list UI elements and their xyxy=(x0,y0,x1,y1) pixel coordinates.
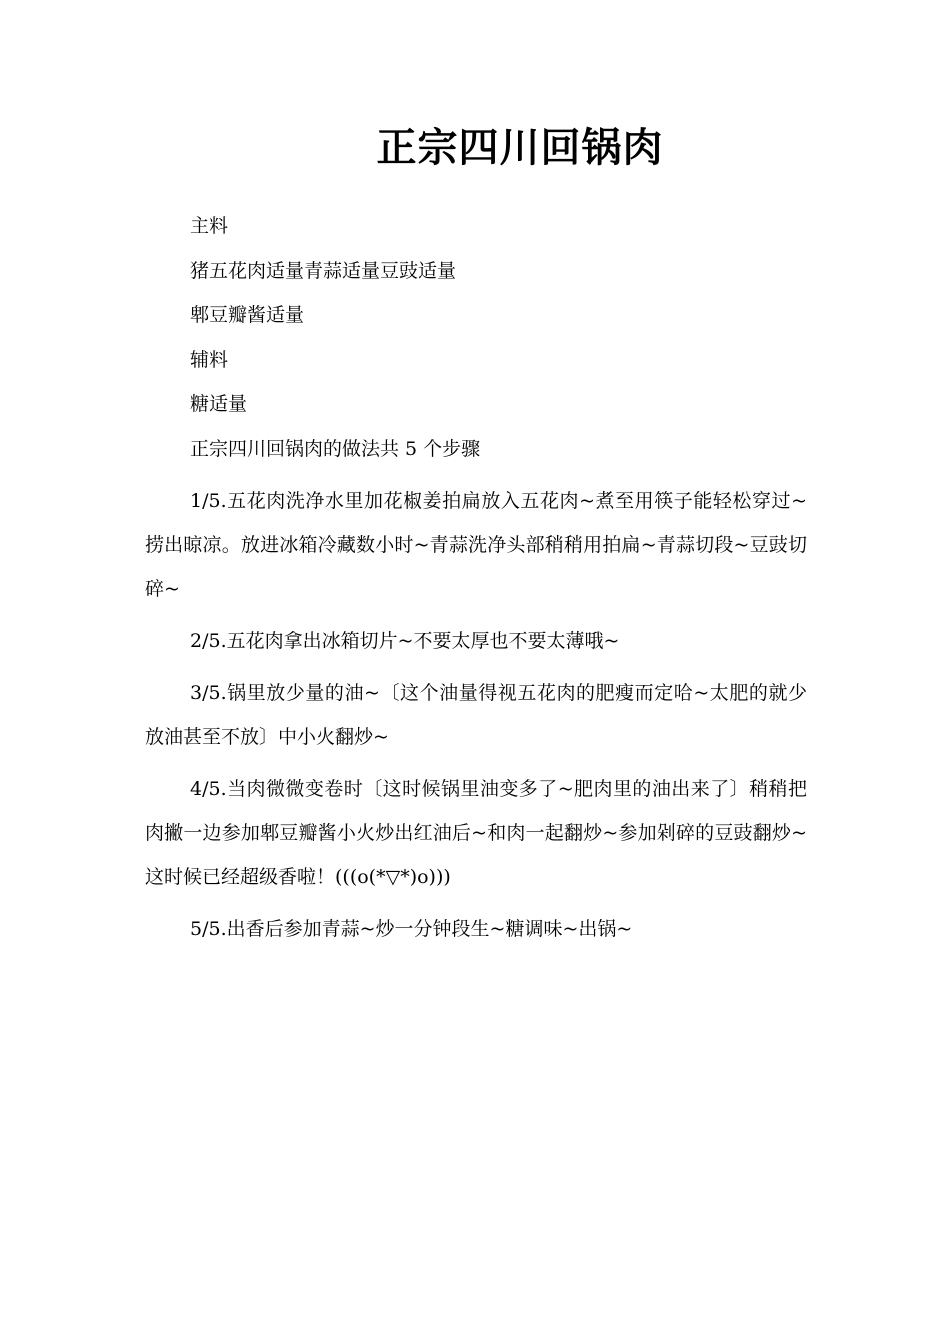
recipe-step-4: 4/5.当肉微微变卷时〔这时候锅里油变多了~肥肉里的油出来了〕稍稍把肉撇一边参加郫豆瓣酱小火炒出红油后~和肉一起翻炒~参加剁碎的豆豉翻炒~这时候已经超级香啦！(((o(*▽*)o))) xyxy=(145,778,807,888)
recipe-step-5: 5/5.出香后参加青蒜~炒一分钟段生~糖调味~出锅~ xyxy=(190,918,633,940)
recipe-step-2: 2/5.五花肉拿出冰箱切片~不要太厚也不要太薄哦~ xyxy=(190,630,620,652)
auxiliary-ingredients-line: 糖适量 xyxy=(190,393,248,415)
recipe-step-3: 3/5.锅里放少量的油~〔这个油量得视五花肉的肥瘦而定哈~太肥的就少放油甚至不放〕中小火翻炒~ xyxy=(145,682,807,748)
section-heading-main-ingredients: 主料 xyxy=(190,215,229,237)
recipe-step-1: 1/5.五花肉洗净水里加花椒姜拍扁放入五花肉~煮至用筷子能轻松穿过~捞出晾凉。放进冰箱冷藏数小时~青蒜洗净头部稍稍用拍扁~青蒜切段~豆豉切碎~ xyxy=(145,490,807,600)
main-ingredients-line-1: 猪五花肉适量青蒜适量豆豉适量 xyxy=(190,259,457,282)
steps-summary: 正宗四川回锅肉的做法共 5 个步骤 xyxy=(190,437,481,460)
document-body xyxy=(145,204,807,951)
document-title: 正宗四川回锅肉 xyxy=(376,124,664,171)
main-ingredients-line-2: 郫豆瓣酱适量 xyxy=(190,304,305,326)
section-heading-auxiliary-ingredients: 辅料 xyxy=(190,348,229,371)
